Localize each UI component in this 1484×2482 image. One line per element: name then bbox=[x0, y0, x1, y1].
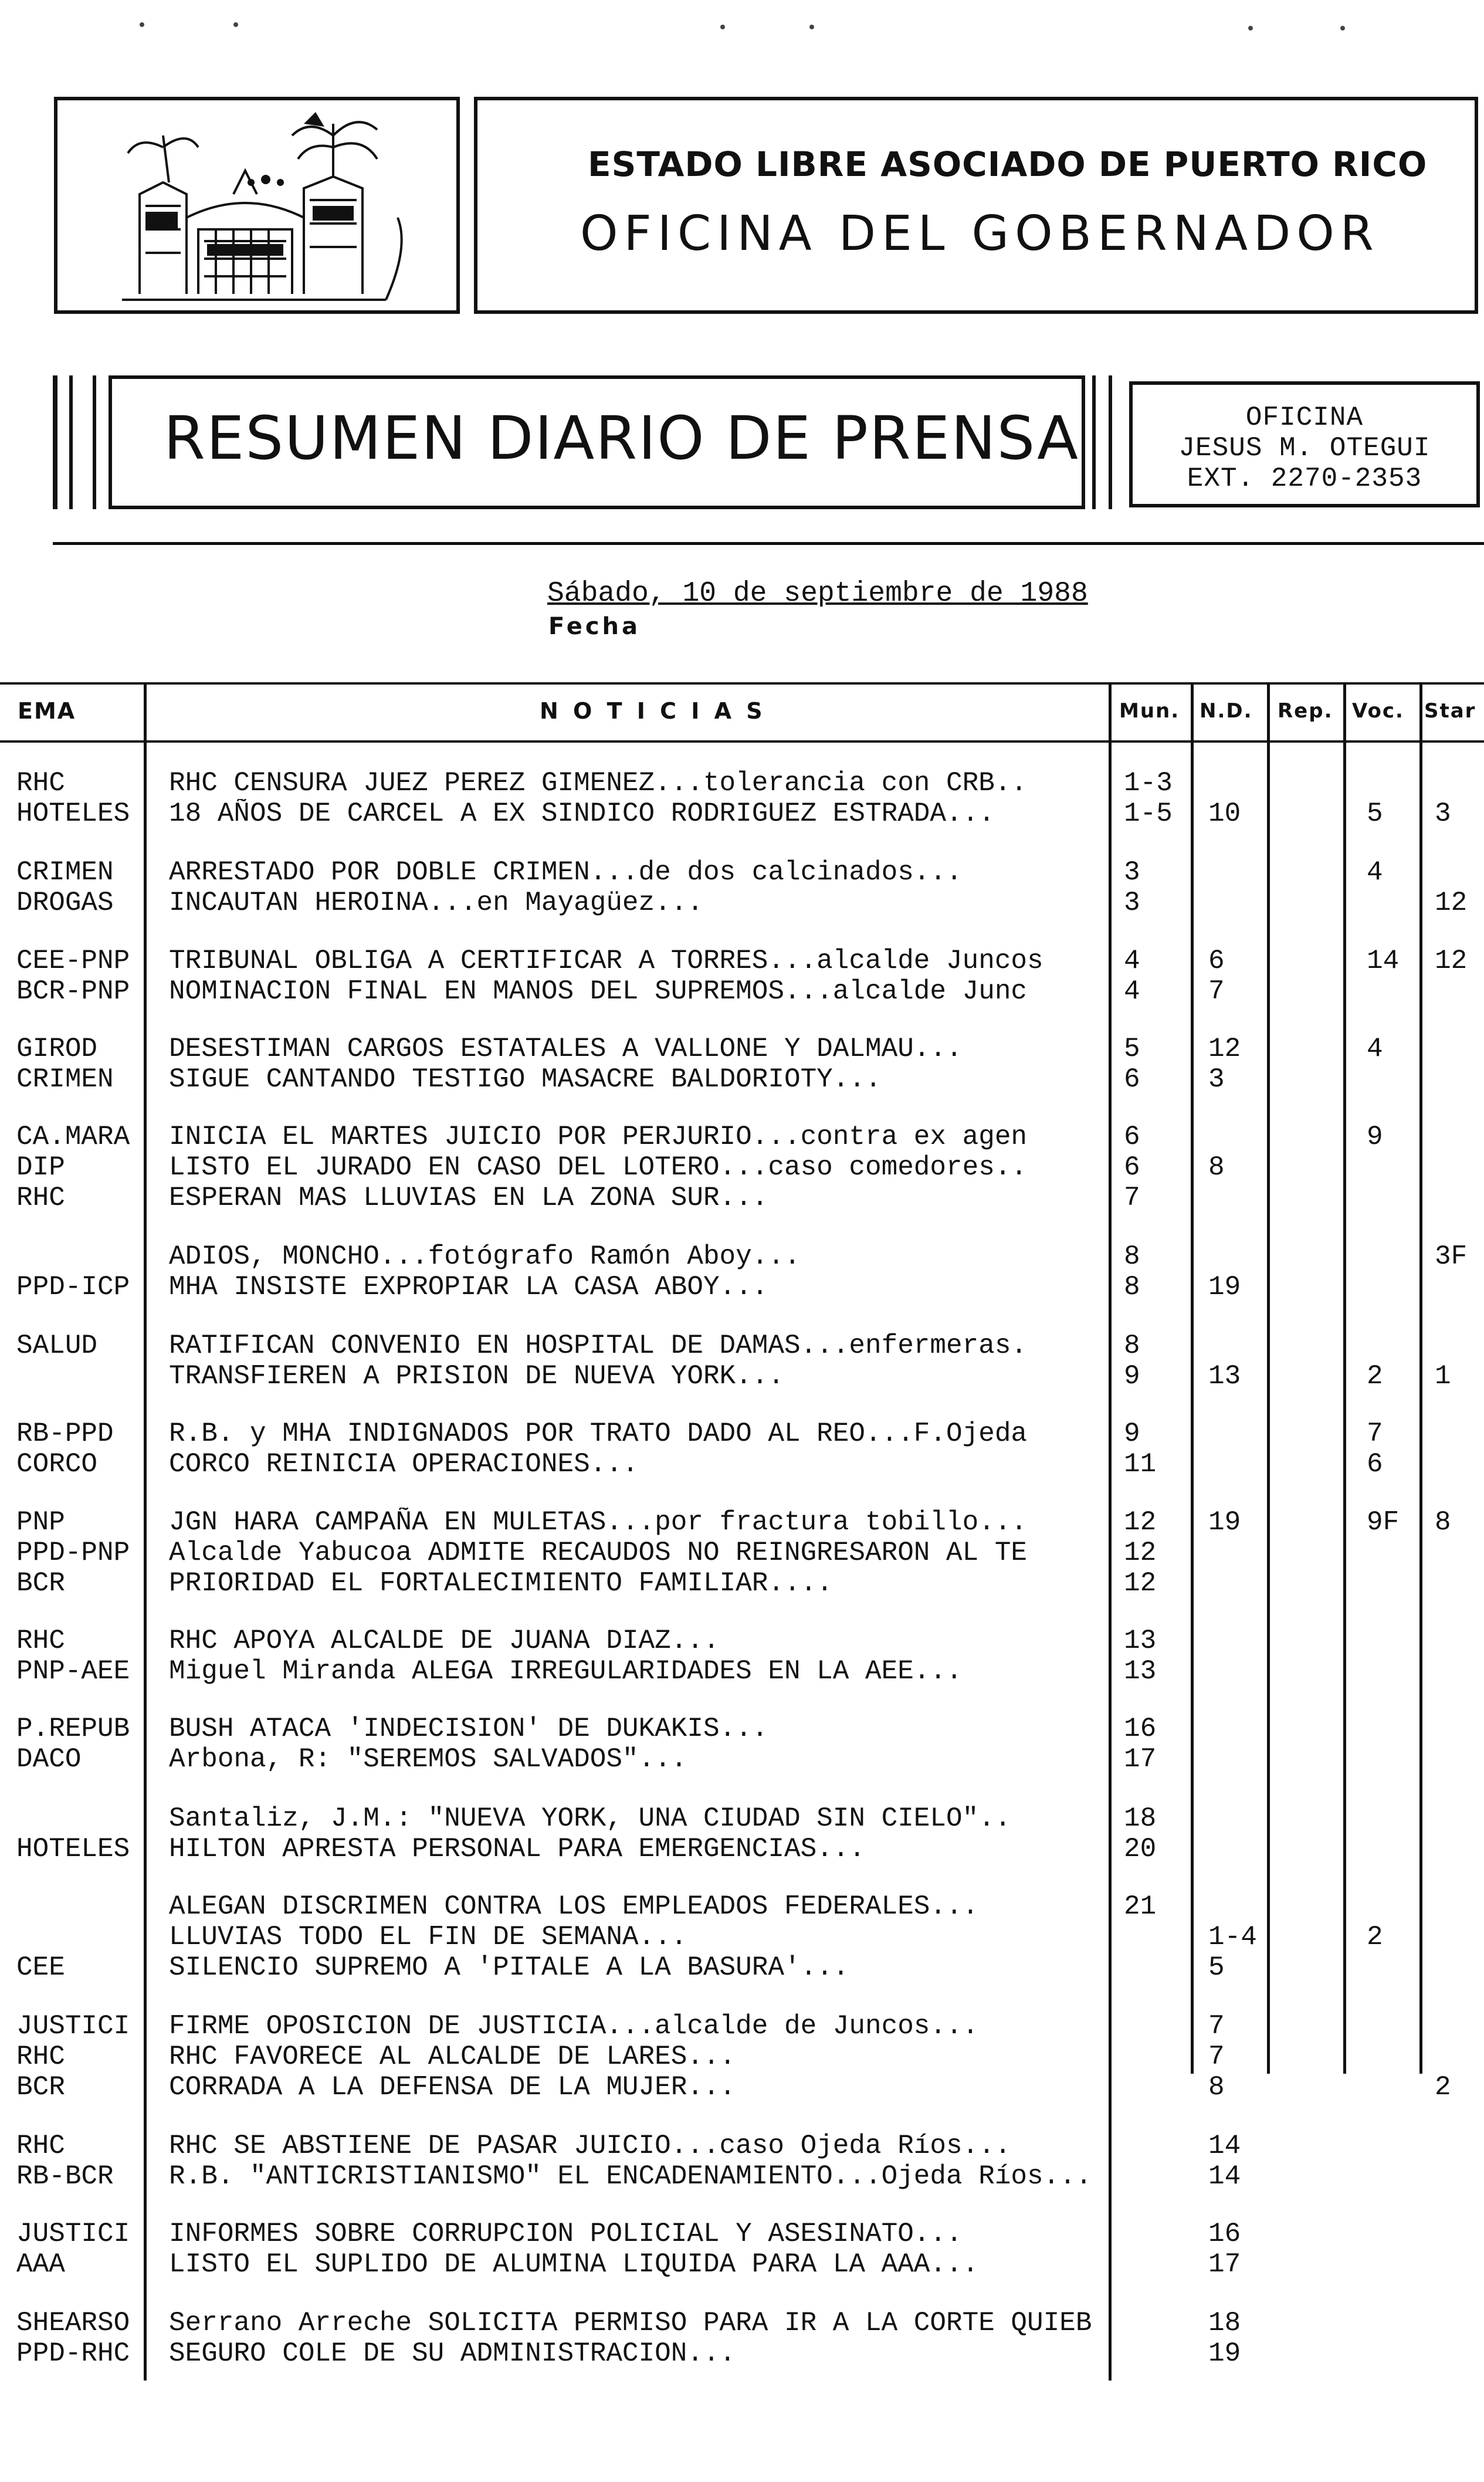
cell-mun: 16 bbox=[1124, 1714, 1157, 1743]
cell-tema: GIROD bbox=[16, 1034, 98, 1064]
cell-tema: CRIMEN bbox=[16, 1065, 114, 1094]
cell-tema: CEE-PNP bbox=[16, 946, 130, 976]
col-divider-voc bbox=[1419, 683, 1422, 2074]
cell-noticia: ADIOS, MONCHO...fotógrafo Ramón Aboy... bbox=[169, 1242, 801, 1271]
cell-noticia: Arbona, R: "SEREMOS SALVADOS"... bbox=[169, 1745, 687, 1774]
cell-noticia: FIRME OPOSICION DE JUSTICIA...alcalde de Juncos... bbox=[169, 2012, 979, 2041]
col-divider-noticias bbox=[1109, 683, 1112, 2381]
cell-voc: 2 bbox=[1367, 1922, 1383, 1952]
cell-tema: HOTELES bbox=[16, 1834, 130, 1864]
cell-noticia: TRANSFIEREN A PRISION DE NUEVA YORK... bbox=[169, 1362, 784, 1391]
cell-noticia: INICIA EL MARTES JUICIO POR PERJURIO...contra ex agen bbox=[169, 1122, 1028, 1152]
cell-tema: BCR bbox=[16, 2073, 65, 2102]
cell-noticia: NOMINACION FINAL EN MANOS DEL SUPREMOS...alcalde Junc bbox=[169, 977, 1028, 1006]
cell-nd: 1-4 bbox=[1208, 1922, 1257, 1952]
cell-tema: RHC bbox=[16, 768, 65, 798]
cell-mun: 1-5 bbox=[1124, 799, 1173, 828]
cell-noticia: SEGURO COLE DE SU ADMINISTRACION... bbox=[169, 2339, 736, 2368]
cell-nd: 7 bbox=[1208, 2042, 1225, 2071]
cell-noticia: R.B. y MHA INDIGNADOS POR TRATO DADO AL REO...F.Ojeda bbox=[169, 1419, 1028, 1448]
report-title: RESUMEN DIARIO DE PRENSA bbox=[164, 404, 1079, 473]
cell-voc: 4 bbox=[1367, 858, 1383, 887]
cell-voc: 9 bbox=[1367, 1122, 1383, 1152]
cell-noticia: RATIFICAN CONVENIO EN HOSPITAL DE DAMAS...enfermeras. bbox=[169, 1331, 1028, 1360]
cell-nd: 8 bbox=[1208, 1153, 1225, 1182]
cell-nd: 17 bbox=[1208, 2250, 1241, 2279]
cell-tema: JUSTICI bbox=[16, 2012, 130, 2041]
cell-noticia: JGN HARA CAMPAÑA EN MULETAS...por fractura tobillo... bbox=[169, 1508, 1028, 1537]
cell-mun: 8 bbox=[1124, 1331, 1140, 1360]
cell-nd: 16 bbox=[1208, 2219, 1241, 2249]
cell-voc: 2 bbox=[1367, 1362, 1383, 1391]
scan-speck bbox=[1248, 26, 1253, 31]
agency-line1: ESTADO LIBRE ASOCIADO DE PUERTO RICO bbox=[588, 144, 1428, 184]
cell-noticia: INCAUTAN HEROINA...en Mayagüez... bbox=[169, 888, 703, 917]
cell-noticia: TRIBUNAL OBLIGA A CERTIFICAR A TORRES...alcalde Juncos bbox=[169, 946, 1043, 976]
cell-mun: 12 bbox=[1124, 1508, 1157, 1537]
cell-tema: CRIMEN bbox=[16, 858, 114, 887]
cell-nd: 14 bbox=[1208, 2131, 1241, 2161]
cell-noticia: RHC CENSURA JUEZ PEREZ GIMENEZ...tolerancia con CRB.. bbox=[169, 768, 1028, 798]
scan-speck bbox=[720, 25, 725, 29]
cell-nd: 18 bbox=[1208, 2308, 1241, 2338]
cell-nd: 19 bbox=[1208, 1272, 1241, 1302]
cell-tema: P.REPUB bbox=[16, 1714, 130, 1743]
banner-bar bbox=[69, 375, 73, 509]
cell-noticia: PRIORIDAD EL FORTALECIMIENTO FAMILIAR.... bbox=[169, 1569, 833, 1598]
cell-tema: SHEARSO bbox=[16, 2308, 130, 2338]
scan-speck bbox=[1340, 26, 1345, 31]
cell-nd: 12 bbox=[1208, 1034, 1241, 1064]
agency-header-box bbox=[474, 97, 1478, 314]
cell-mun: 9 bbox=[1124, 1362, 1140, 1391]
cell-mun: 6 bbox=[1124, 1065, 1140, 1094]
cell-tema: RHC bbox=[16, 1626, 65, 1655]
cell-nd: 19 bbox=[1208, 2339, 1241, 2368]
office-contact-box bbox=[1129, 381, 1480, 507]
cell-tema: JUSTICI bbox=[16, 2219, 130, 2249]
cell-tema: CA.MARA bbox=[16, 1122, 130, 1152]
cell-mun: 12 bbox=[1124, 1538, 1157, 1567]
cell-tema: PPD-RHC bbox=[16, 2339, 130, 2368]
cell-mun: 1-3 bbox=[1124, 768, 1173, 798]
scan-speck bbox=[233, 22, 238, 27]
banner-bar bbox=[1109, 375, 1112, 509]
cell-noticia: BUSH ATACA 'INDECISION' DE DUKAKIS... bbox=[169, 1714, 768, 1743]
cell-star: 3F bbox=[1435, 1242, 1468, 1271]
col-header-mun: Mun. bbox=[1119, 699, 1180, 723]
cell-noticia: DESESTIMAN CARGOS ESTATALES A VALLONE Y DALMAU... bbox=[169, 1034, 963, 1064]
banner-bar bbox=[93, 375, 96, 509]
col-divider-nd bbox=[1267, 683, 1270, 2074]
date-label: Fecha bbox=[548, 613, 641, 640]
cell-tema: PNP bbox=[16, 1508, 65, 1537]
report-date: Sábado, 10 de septiembre de 1988 bbox=[547, 578, 1088, 610]
cell-noticia: ESPERAN MAS LLUVIAS EN LA ZONA SUR... bbox=[169, 1183, 768, 1213]
cell-mun: 20 bbox=[1124, 1834, 1157, 1864]
office-extension: EXT. 2270-2353 bbox=[1187, 463, 1422, 494]
col-divider-mun bbox=[1191, 683, 1194, 2074]
cell-mun: 9 bbox=[1124, 1419, 1140, 1448]
cell-mun: 21 bbox=[1124, 1892, 1157, 1921]
cell-noticia: R.B. "ANTICRISTIANISMO" EL ENCADENAMIENTO...Ojeda Ríos... bbox=[169, 2162, 1092, 2191]
cell-star: 2 bbox=[1435, 2073, 1451, 2102]
cell-nd: 3 bbox=[1208, 1065, 1225, 1094]
cell-nd: 8 bbox=[1208, 2073, 1225, 2102]
cell-tema: PPD-ICP bbox=[16, 1272, 130, 1302]
cell-noticia: CORRADA A LA DEFENSA DE LA MUJER... bbox=[169, 2073, 736, 2102]
cell-mun: 13 bbox=[1124, 1626, 1157, 1655]
cell-voc: 5 bbox=[1367, 799, 1383, 828]
cell-tema: SALUD bbox=[16, 1331, 98, 1360]
cell-voc: 4 bbox=[1367, 1034, 1383, 1064]
cell-noticia: CORCO REINICIA OPERACIONES... bbox=[169, 1450, 639, 1479]
divider bbox=[53, 542, 1484, 545]
cell-mun: 8 bbox=[1124, 1242, 1140, 1271]
cell-nd: 13 bbox=[1208, 1362, 1241, 1391]
col-header-star: Star bbox=[1424, 699, 1476, 723]
cell-tema: RB-PPD bbox=[16, 1419, 114, 1448]
cell-noticia: Serrano Arreche SOLICITA PERMISO PARA IR A LA CORTE QUIEB bbox=[169, 2308, 1092, 2338]
cell-star: 12 bbox=[1435, 888, 1468, 917]
cell-noticia: ALEGAN DISCRIMEN CONTRA LOS EMPLEADOS FEDERALES... bbox=[169, 1892, 979, 1921]
cell-tema: HOTELES bbox=[16, 799, 130, 828]
banner-bar bbox=[1092, 375, 1096, 509]
cell-noticia: LISTO EL SUPLIDO DE ALUMINA LIQUIDA PARA LA AAA... bbox=[169, 2250, 979, 2279]
cell-nd: 7 bbox=[1208, 2012, 1225, 2041]
cell-tema: DACO bbox=[16, 1745, 82, 1774]
fortaleza-gate-illustration bbox=[57, 100, 456, 310]
cell-nd: 5 bbox=[1208, 1953, 1225, 1982]
report-title-box bbox=[109, 375, 1085, 509]
cell-noticia: INFORMES SOBRE CORRUPCION POLICIAL Y ASESINATO... bbox=[169, 2219, 963, 2249]
cell-mun: 12 bbox=[1124, 1569, 1157, 1598]
cell-tema: DIP bbox=[16, 1153, 65, 1182]
cell-tema: CORCO bbox=[16, 1450, 98, 1479]
col-header-noticias: N O T I C I A S bbox=[540, 698, 766, 724]
scan-speck bbox=[140, 22, 144, 27]
cell-voc: 9F bbox=[1367, 1508, 1400, 1537]
scan-speck bbox=[809, 25, 814, 29]
cell-mun: 18 bbox=[1124, 1804, 1157, 1833]
cell-tema: RHC bbox=[16, 2131, 65, 2161]
table-top-border bbox=[0, 682, 1484, 685]
cell-tema: DROGAS bbox=[16, 888, 114, 917]
cell-star: 12 bbox=[1435, 946, 1468, 976]
office-label: OFICINA bbox=[1245, 402, 1364, 433]
cell-tema: PNP-AEE bbox=[16, 1657, 130, 1686]
cell-noticia: SILENCIO SUPREMO A 'PITALE A LA BASURA'... bbox=[169, 1953, 849, 1982]
cell-tema: AAA bbox=[16, 2250, 65, 2279]
cell-nd: 14 bbox=[1208, 2162, 1241, 2191]
col-header-voc: Voc. bbox=[1352, 699, 1404, 723]
cell-voc: 6 bbox=[1367, 1450, 1383, 1479]
cell-nd: 10 bbox=[1208, 799, 1241, 828]
cell-tema: PPD-PNP bbox=[16, 1538, 130, 1567]
cell-tema: RB-BCR bbox=[16, 2162, 114, 2191]
cell-mun: 3 bbox=[1124, 888, 1140, 917]
cell-tema: RHC bbox=[16, 2042, 65, 2071]
cell-star: 1 bbox=[1435, 1362, 1451, 1391]
cell-mun: 6 bbox=[1124, 1153, 1140, 1182]
cell-tema: BCR-PNP bbox=[16, 977, 130, 1006]
cell-noticia: Santaliz, J.M.: "NUEVA YORK, UNA CIUDAD SIN CIELO".. bbox=[169, 1804, 1011, 1833]
cell-nd: 19 bbox=[1208, 1508, 1241, 1537]
cell-mun: 4 bbox=[1124, 977, 1140, 1006]
office-name: JESUS M. OTEGUI bbox=[1178, 433, 1431, 463]
cell-noticia: LISTO EL JURADO EN CASO DEL LOTERO...caso comedores.. bbox=[169, 1153, 1028, 1182]
cell-mun: 5 bbox=[1124, 1034, 1140, 1064]
logo-box bbox=[54, 97, 460, 314]
cell-tema: CEE bbox=[16, 1953, 65, 1982]
cell-noticia: 18 AÑOS DE CARCEL A EX SINDICO RODRIGUEZ ESTRADA... bbox=[169, 799, 995, 828]
cell-nd: 7 bbox=[1208, 977, 1225, 1006]
banner-bar bbox=[53, 375, 57, 509]
cell-voc: 7 bbox=[1367, 1419, 1383, 1448]
cell-mun: 13 bbox=[1124, 1657, 1157, 1686]
cell-mun: 4 bbox=[1124, 946, 1140, 976]
cell-noticia: ARRESTADO POR DOBLE CRIMEN...de dos calcinados... bbox=[169, 858, 963, 887]
cell-mun: 7 bbox=[1124, 1183, 1140, 1213]
cell-noticia: Miguel Miranda ALEGA IRREGULARIDADES EN LA AEE... bbox=[169, 1657, 963, 1686]
cell-star: 8 bbox=[1435, 1508, 1451, 1537]
cell-noticia: Alcalde Yabucoa ADMITE RECAUDOS NO REINGRESARON AL TE bbox=[169, 1538, 1028, 1567]
cell-noticia: LLUVIAS TODO EL FIN DE SEMANA... bbox=[169, 1922, 687, 1952]
col-header-tema: EMA bbox=[18, 698, 76, 724]
cell-mun: 11 bbox=[1124, 1450, 1157, 1479]
cell-noticia: HILTON APRESTA PERSONAL PARA EMERGENCIAS... bbox=[169, 1834, 865, 1864]
cell-tema: RHC bbox=[16, 1183, 65, 1213]
col-divider-rep bbox=[1343, 683, 1346, 2074]
cell-voc: 14 bbox=[1367, 946, 1400, 976]
col-header-rep: Rep. bbox=[1278, 699, 1333, 723]
cell-mun: 6 bbox=[1124, 1122, 1140, 1152]
cell-noticia: RHC FAVORECE AL ALCALDE DE LARES... bbox=[169, 2042, 736, 2071]
table-header-border bbox=[0, 740, 1484, 743]
col-divider-tema bbox=[144, 683, 147, 2381]
col-header-nd: N.D. bbox=[1200, 699, 1253, 723]
cell-noticia: SIGUE CANTANDO TESTIGO MASACRE BALDORIOTY... bbox=[169, 1065, 882, 1094]
cell-nd: 6 bbox=[1208, 946, 1225, 976]
cell-noticia: RHC SE ABSTIENE DE PASAR JUICIO...caso Ojeda Ríos... bbox=[169, 2131, 1011, 2161]
cell-mun: 8 bbox=[1124, 1272, 1140, 1302]
cell-tema: BCR bbox=[16, 1569, 65, 1598]
cell-noticia: RHC APOYA ALCALDE DE JUANA DIAZ... bbox=[169, 1626, 720, 1655]
agency-line2: OFICINA DEL GOBERNADOR bbox=[580, 206, 1380, 262]
cell-mun: 3 bbox=[1124, 858, 1140, 887]
cell-star: 3 bbox=[1435, 799, 1451, 828]
cell-noticia: MHA INSISTE EXPROPIAR LA CASA ABOY... bbox=[169, 1272, 768, 1302]
cell-mun: 17 bbox=[1124, 1745, 1157, 1774]
